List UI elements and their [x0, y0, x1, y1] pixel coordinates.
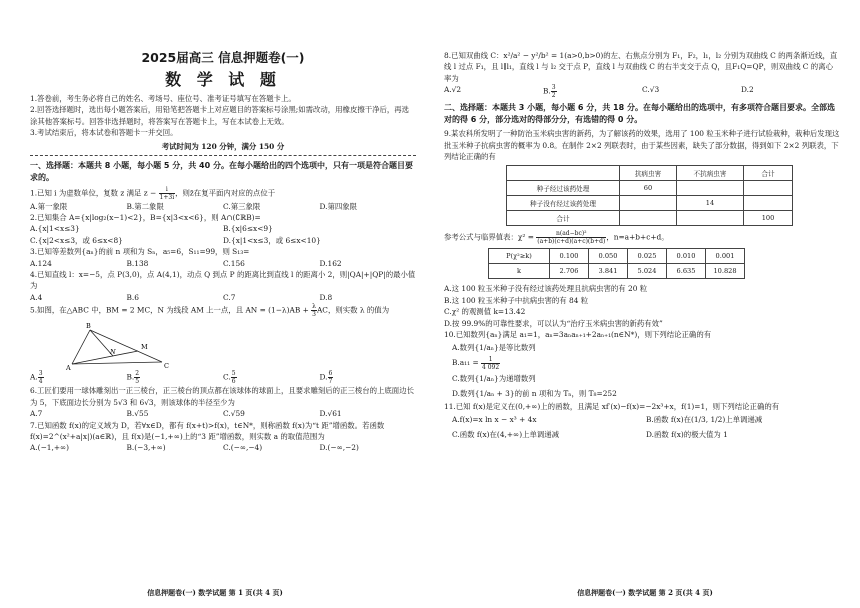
q8-option-a[interactable]: A.√2 [444, 85, 462, 95]
footer-left: 信息押题卷(一) 数学试题 第 1 页(共 4 页) [147, 588, 283, 597]
q11-option-d[interactable]: D.函数 f(x)的极大值为 1 [646, 430, 728, 440]
q5-option-b-num: 2 [135, 370, 140, 378]
q9-cell: 合计 [507, 211, 620, 226]
q5-option-a-letter: A. [30, 372, 38, 382]
q2-options [30, 223, 416, 246]
q5-option-b-den: 5 [135, 378, 140, 386]
q11-option-a[interactable]: A.f(x)=x ln x − x³ + 4x [452, 415, 537, 425]
q5-label-c: C [164, 362, 169, 371]
q5-option-a-num: 3 [38, 370, 43, 378]
q9-option-c[interactable]: C.χ² 的观测值 k=13.42 [444, 307, 526, 317]
q9-crit-cell: 10.828 [706, 264, 745, 279]
q10-stem: 10.已知数列{aₙ}满足 a₁=1，aₙ=3aₙaₙ₊₁+2aₙ₊₁(n∈N*)，则下列结论正确的有 [444, 330, 712, 340]
q7-option-d[interactable]: D.(−∞,−2) [319, 443, 359, 453]
q9-th-0 [507, 166, 620, 181]
q2-option-b[interactable]: B.{x|6≤x<9} [223, 224, 273, 234]
q3-option-c[interactable]: C.156 [223, 258, 245, 268]
page-right [430, 0, 860, 608]
q5-lambda-num: λ [312, 303, 316, 311]
q9-cell: 60 [620, 181, 677, 196]
q5-option-b-frac [134, 370, 140, 385]
q9-stem: 9.某农科所发明了一种防治玉米病虫害的新药，为了解该药的效果，选用了 100 粒玉米种子进行试验栽种，栽种后发现这批玉米种子抗病虫害的概率为 0.8。在制作 2×2 列联表时，由于某些因素，缺失了部分数据，得到如下 2×2 列联表，下列结论正确的有 [444, 129, 840, 162]
q9-cell [620, 211, 677, 226]
q4-options [30, 292, 416, 303]
note-2: 2.回答选择题时，选出每小题答案后，用铅笔把答题卡上对应题目的答案标号涂黑;如需改动，用橡皮擦干净后，再选涂其他答案标号。回答非选择题时，将答案写在答题卡上，写在本试卷上无效。 [30, 105, 410, 126]
q5-options [30, 370, 416, 385]
q5-stem-text: 5.如图，在△ABC 中，BM = 2 MC，N 为线段 AM 上一点，且 AN = (1−λ)AB + [30, 305, 312, 315]
q9-critical-table [488, 248, 745, 279]
q4-option-c[interactable]: C.7 [223, 292, 236, 302]
q7-option-c[interactable]: C.(−∞,−4) [223, 443, 263, 453]
q2-stem: 2.已知集合 A={x|log₂(x−1)<2}，B={x|3<x<6}，则 A∩(∁ℝB)= [30, 213, 261, 223]
q10-option-b-prefix: B.a₁₁ = [452, 358, 482, 368]
q9-th-2: 不抗病虫害 [677, 166, 744, 181]
q9-formula [444, 230, 840, 245]
q2-option-d[interactable]: D.{x|1<x≤3，或 6≤x<10} [223, 235, 321, 245]
note-3: 3.考试结束后，将本试卷和答题卡一并交回。 [30, 128, 178, 138]
q10-option-b-den: 4 092 [482, 363, 500, 371]
q9-cell: 种子没有经过该药处理 [507, 196, 620, 211]
q9-formula-num: n(ad−bc)² [536, 230, 606, 238]
q11-options [444, 412, 840, 442]
q9-crit-cell: 3.841 [589, 264, 628, 279]
exam-subject: 数 学 试 题 [165, 70, 281, 89]
table-row [507, 181, 793, 196]
q9-option-a[interactable]: A.这 100 粒玉米种子没有经过该药处理且抗病虫害的有 20 粒 [444, 284, 648, 294]
q8-option-b[interactable] [543, 84, 642, 99]
q4-stem: 4.已知直线 l：x=−5，点 P(3,0)，点 A(4,1)，动点 Q 到点 P 的距离比到直线 l 的距离小 2，则|QA|+|QP|的最小值为 [30, 270, 416, 291]
q5-option-c-frac [231, 370, 237, 385]
q10-option-b-frac [481, 356, 500, 371]
q9-cell [620, 196, 677, 211]
q2-option-c[interactable]: C.{x|2<x≤3，或 6≤x<8} [30, 235, 123, 245]
q6-options [30, 408, 416, 419]
q4-option-d[interactable]: D.8 [319, 292, 333, 302]
table-row [489, 249, 745, 264]
q9-crit-cell: 0.025 [628, 249, 667, 264]
q1-stem-text: 1.已知 i 为虚数单位，复数 z 满足 z − [30, 188, 159, 198]
q9-contingency-table [506, 165, 793, 226]
q8-option-b-frac [551, 84, 557, 99]
q5-stem [30, 303, 416, 318]
q5-option-d-num: 6 [328, 370, 333, 378]
q3-option-b[interactable]: B.138 [126, 258, 149, 268]
q2-option-a[interactable]: A.{x|1<x≤3} [30, 224, 80, 234]
q1-option-d[interactable]: D.第四象限 [319, 201, 358, 211]
q5-option-a-frac [38, 370, 44, 385]
q9-cell [677, 181, 744, 196]
q11-option-c[interactable]: C.函数 f(x)在(4,+∞)上单调递减 [452, 430, 560, 440]
q5-stem-tail: AC，则实数 λ 的值为 [316, 305, 390, 315]
q5-option-b[interactable] [127, 370, 224, 385]
q5-option-c-num: 5 [231, 370, 236, 378]
table-row [507, 196, 793, 211]
q9-crit-cell: 5.024 [628, 264, 667, 279]
section-2-heading: 二、选择题：本题共 3 小题，每小题 6 分，共 18 分。在每小题给出的选项中，有多项符合题目要求。全部选对的得 6 分，部分选对的得部分分，有选错的得 0 分。 [444, 103, 835, 125]
q5-option-c-letter: C. [223, 372, 231, 382]
q7-options [30, 442, 416, 453]
q10-option-d[interactable]: D.数列{1/aₙ + 3}的前 n 项和为 Tₙ，则 T₈=252 [452, 388, 617, 398]
q5-option-b-letter: B. [126, 372, 135, 382]
section-1-heading: 一、选择题：本题共 8 小题，每小题 5 分，共 40 分。在每小题给出的四个选项中，只有一项是符合题目要求的。 [30, 160, 413, 182]
q4-option-a[interactable]: A.4 [30, 292, 43, 302]
q9-cell [677, 211, 744, 226]
q5-label-n: N [110, 348, 116, 357]
q9-cell: 14 [677, 196, 744, 211]
q8-option-c[interactable]: C.√3 [642, 85, 660, 95]
q9-option-b[interactable]: B.这 100 粒玉米种子中抗病虫害的有 84 粒 [444, 295, 589, 305]
q9-th-3: 合计 [744, 166, 793, 181]
q9-crit-cell: 0.010 [667, 249, 706, 264]
q9-crit-cell: 0.001 [706, 249, 745, 264]
q11-stem: 11.已知 f(x)是定义在(0,+∞)上的函数，且满足 xf′(x)−f(x)=−2x³+x，f(1)=1，则下列结论正确的有 [444, 401, 780, 411]
q5-label-b: B [86, 322, 91, 331]
q5-label-m: M [141, 343, 148, 352]
q10-option-b[interactable] [444, 355, 840, 371]
q1-options [30, 201, 416, 212]
footer-right: 信息押题卷(一) 数学试题 第 2 页(共 4 页) [577, 588, 713, 597]
q1-stem [30, 186, 416, 201]
q9-formula-suffix: ，n=a+b+c+d。 [606, 232, 669, 242]
q5-option-a-den: 4 [38, 378, 43, 386]
q5-triangle-figure [64, 318, 184, 370]
q5-option-c-den: 6 [231, 378, 236, 386]
q7-option-b[interactable]: B.(−3,+∞) [126, 443, 166, 453]
q9-formula-frac [536, 230, 606, 245]
q5-option-d[interactable] [320, 370, 417, 385]
q10-option-a[interactable]: A.数列{1/aₙ}是等比数列 [452, 343, 536, 353]
q6-option-a[interactable]: A.7 [30, 409, 43, 419]
q9-crit-label: k [489, 264, 550, 279]
q3-option-a[interactable]: A.124 [30, 258, 52, 268]
q1-frac-den: 1+3i [159, 193, 175, 201]
q5-label-a: A [66, 364, 71, 371]
exam-title: 2025届高三 信息押题卷(一) [141, 50, 305, 65]
q11-option-b[interactable]: B.函数 f(x)在(1/3, 1/2)上单调递减 [646, 415, 763, 425]
q6-option-b[interactable]: B.√55 [126, 409, 149, 419]
q5-option-d-frac [328, 370, 334, 385]
q1-stem-tail: ，则z̄在复平面内对应的点位于 [175, 188, 276, 198]
q9-option-d[interactable]: D.按 99.9%的可靠性要求，可以认为“治疗玉米病虫害的新药有效” [444, 318, 663, 328]
q10-option-b-num: 1 [481, 356, 500, 364]
q3-stem: 3.已知等差数列{aₙ}的前 n 项和为 Sₙ，a₅=6，S₁₁=99，则 S₁₃= [30, 247, 250, 257]
q8-options [444, 84, 840, 99]
q10-option-c[interactable]: C.数列{1/aₙ}为递增数列 [452, 373, 536, 383]
q1-option-c[interactable]: C.第三象限 [223, 201, 261, 211]
q8-stem: 8.已知双曲线 C：x²/a² − y²/b² = 1(a>0,b>0)的左、右焦点分别为 F₁，F₂，l₁，l₂ 分别为双曲线 C 的两条渐近线，直线 l 过点 F₁，且 l∥l₁，直线 l 与 l₂ 交于点 P，直线 l 与双曲线 C 的右半支交于点 Q，且F₁Q=QP，则双曲线 C 的离心率为 [444, 51, 838, 83]
q9-cell [744, 196, 793, 211]
q5-option-a[interactable] [30, 370, 127, 385]
q9-cell [744, 181, 793, 196]
q7-option-a[interactable]: A.(−1,+∞) [30, 443, 70, 453]
q9-cell: 100 [744, 211, 793, 226]
q1-fraction [159, 186, 176, 201]
q9-th-1: 抗病虫害 [620, 166, 677, 181]
q5-option-d-den: 7 [328, 378, 333, 386]
q6-option-c[interactable]: C.√59 [223, 409, 245, 419]
q9-table-header-row [507, 166, 793, 181]
q1-option-a[interactable]: A.第一象限 [30, 201, 68, 211]
table-row [489, 264, 745, 279]
q5-option-c[interactable] [223, 370, 320, 385]
q9-crit-cell: 2.706 [550, 264, 589, 279]
q9-crit-cell: 6.635 [667, 264, 706, 279]
q3-options [30, 258, 416, 269]
q1-frac-num: i [159, 186, 176, 194]
q9-cell: 种子经过该药处理 [507, 181, 620, 196]
q6-stem: 6.工匠们要用一球体雕刻出一正三棱台，正三棱台的顶点都在该球体的球面上，且要求雕刻后的正三棱台的上底面边长为 5，下底面边长分别为 5√3 和 6√3，则该球体的半径至少为 [30, 386, 414, 407]
q8-option-d[interactable]: D.2 [741, 85, 754, 95]
q8-option-b-num: 3 [551, 84, 556, 92]
note-1: 1.答卷前，考生务必将自己的姓名、考场号、座位号、准考证号填写在答题卡上。 [30, 94, 296, 103]
q8-option-b-letter: B. [543, 86, 551, 96]
q9-crit-cell: 0.100 [550, 249, 589, 264]
table-row [507, 211, 793, 226]
q5-lambda-den: 3 [312, 311, 316, 319]
q9-formula-prefix: 参考公式与临界值表：χ² = [444, 232, 537, 242]
q4-option-b[interactable]: B.6 [126, 292, 139, 302]
q6-option-d[interactable]: D.√61 [319, 409, 342, 419]
q9-crit-cell: 0.050 [589, 249, 628, 264]
q9-crit-label: P(χ²≥k) [489, 249, 550, 264]
q1-option-b[interactable]: B.第二象限 [126, 201, 164, 211]
divider [30, 155, 416, 156]
q3-option-d[interactable]: D.162 [319, 258, 342, 268]
q8-option-b-den: 2 [551, 92, 556, 100]
exam-time: 考试时间为 120 分钟，满分 150 分 [161, 141, 285, 151]
q7-stem: 7.已知函数 f(x)的定义域为 D，若∀x∈D，都有 f(x+t)>f(x)，t∈N*，则称函数 f(x)为“t 距”增函数。若函数 f(x)=2^(x²+a|x|)(a∈ℝ)，且 f(x)是(−1,+∞)上的“3 距”增函数，则实数 a 的取值范围为 [30, 420, 385, 441]
q5-option-d-letter: D. [319, 372, 328, 382]
q9-formula-den: (a+b)(c+d)(a+c)(b+d) [537, 238, 606, 246]
